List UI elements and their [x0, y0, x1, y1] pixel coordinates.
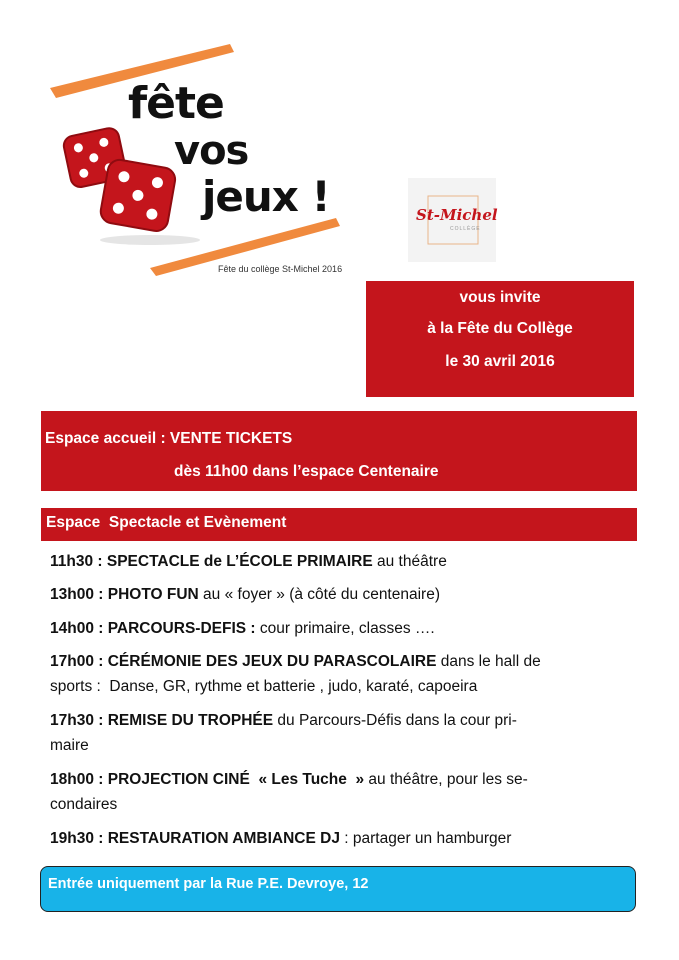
program-detail: au théâtre [372, 553, 447, 570]
program-title: PROJECTION CINÉ « Les Tuche » [107, 771, 365, 788]
invite-line-3: le 30 avril 2016 [445, 353, 555, 370]
program-time: 11h30 : [50, 553, 103, 570]
program-detail-line-2: maire [50, 737, 89, 754]
invite-line-1: vous invite [459, 289, 541, 306]
program-time: 19h30 : [50, 830, 104, 847]
accueil-line-2: dès 11h00 dans l’espace Centenaire [174, 463, 439, 480]
dice-icon-right [99, 158, 177, 233]
program-detail: : partager un hamburger [339, 830, 512, 847]
spectacle-header [41, 508, 637, 541]
entree-box [40, 866, 636, 912]
program-time: 14h00 : [50, 620, 104, 637]
program-detail-line-2: condaires [50, 796, 118, 813]
program-title: SPECTACLE de L’ÉCOLE PRIMAIRE [106, 553, 373, 570]
program-item [50, 767, 640, 817]
program-time: 13h00 : [50, 586, 104, 603]
program-detail: au « foyer » (à côté du centenaire) [198, 586, 440, 603]
program-title: REMISE DU TROPHÉE [107, 712, 274, 729]
logo-caption: Fête du collège St-Michel 2016 [218, 264, 343, 274]
program-time: 18h00 : [50, 771, 104, 788]
spectacle-header-title: Espace Spectacle et Evènement [46, 514, 287, 531]
program-title: PHOTO FUN [107, 586, 199, 603]
college-logo [408, 178, 496, 262]
entree-text: Entrée uniquement par la Rue P.E. Devroye, 12 [48, 876, 369, 892]
invite-box [366, 281, 634, 397]
program-detail-line-2: sports : Danse, GR, rythme et batterie , judo, karaté, capoeira [50, 678, 478, 695]
logo-word-jeux: jeux ! [202, 172, 330, 221]
accueil-box [41, 411, 637, 491]
event-logo [40, 40, 350, 280]
logo-word-vos: vos [174, 128, 249, 174]
accueil-line-1: Espace accueil : VENTE TICKETS [45, 430, 293, 447]
program-item [50, 582, 640, 607]
program-detail: dans le hall de [436, 653, 541, 670]
program-time: 17h00 : [50, 653, 104, 670]
program-item [50, 616, 640, 641]
program-time: 17h30 : [50, 712, 104, 729]
program-item [50, 708, 640, 758]
program-item [50, 826, 640, 851]
program-detail: du Parcours-Défis dans la cour pri- [273, 712, 517, 729]
college-logo-name: St-Michel [416, 206, 498, 224]
program-detail: cour primaire, classes …. [255, 620, 435, 637]
program-item [50, 649, 640, 699]
program-item [50, 549, 640, 574]
program-detail: au théâtre, pour les se- [364, 771, 528, 788]
college-logo-sub: COLLÈGE [450, 226, 481, 232]
program-title: RESTAURATION AMBIANCE DJ [107, 830, 340, 847]
logo-word-fete: fête [128, 78, 224, 129]
invite-line-2: à la Fête du Collège [427, 320, 573, 337]
program-title: CÉRÉMONIE DES JEUX DU PARASCOLAIRE [107, 653, 437, 670]
program-title: PARCOURS-DEFIS : [107, 620, 256, 637]
